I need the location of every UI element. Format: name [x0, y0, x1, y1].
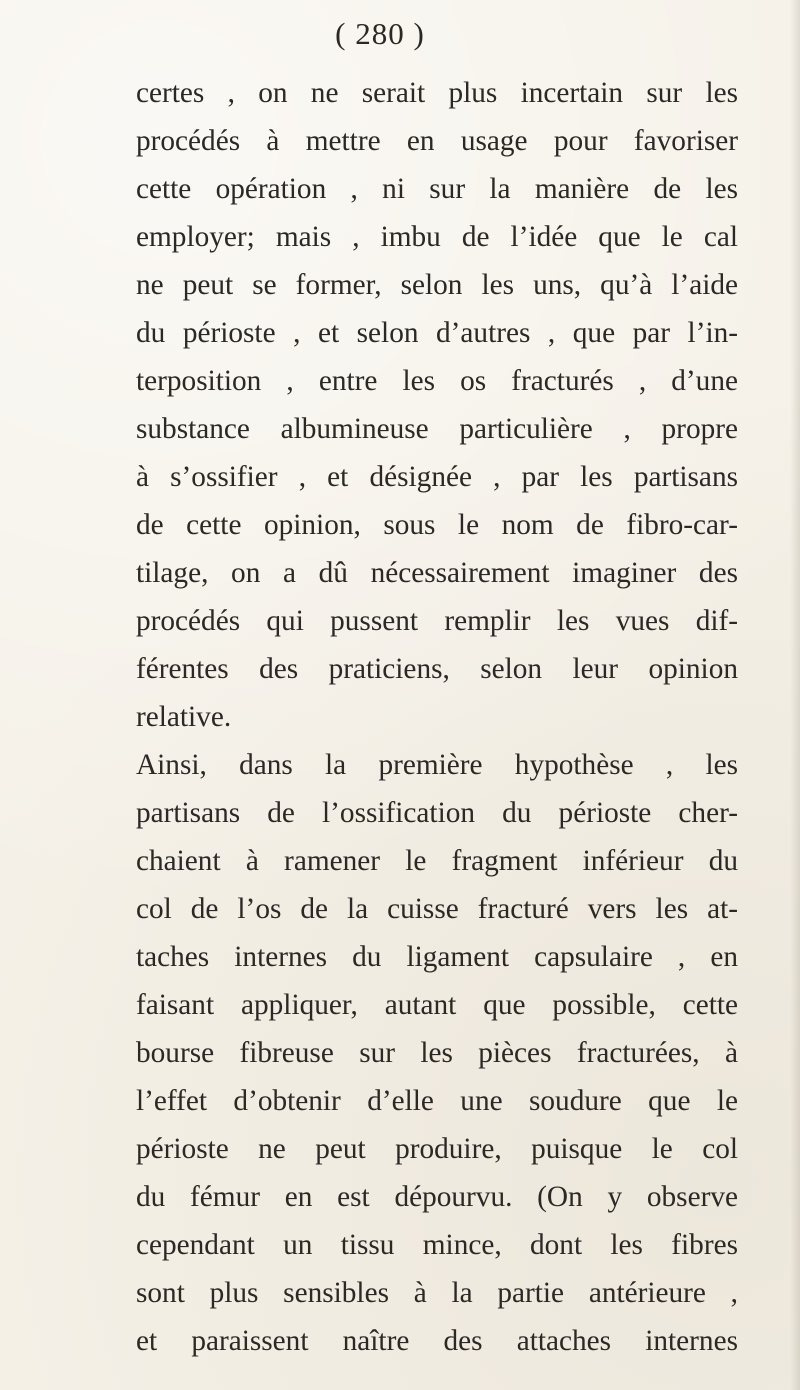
page-edge-shadow: [790, 0, 800, 1390]
text-line: Ainsi, dans la première hypothèse , les: [136, 749, 738, 781]
text-line: sont plus sensibles à la partie antérieure ,: [136, 1277, 738, 1309]
text-line: procédés qui pussent remplir les vues dif-: [136, 605, 738, 637]
text-line: bourse fibreuse sur les pièces fracturées, à: [136, 1037, 738, 1069]
page-number: ( 280 ): [335, 16, 425, 51]
text-line: procédés à mettre en usage pour favoriser: [136, 125, 738, 157]
text-line: tilage, on a dû nécessairement imaginer des: [136, 557, 738, 589]
text-line: substance albumineuse particulière , propre: [136, 413, 738, 445]
text-line: taches internes du ligament capsulaire , en: [136, 941, 738, 973]
text-line: et paraissent naître des attaches internes: [136, 1325, 738, 1357]
text-line: périoste ne peut produire, puisque le col: [136, 1133, 738, 1165]
text-line: faisant appliquer, autant que possible, cette: [136, 989, 738, 1021]
text-line: cette opération , ni sur la manière de les: [136, 173, 738, 205]
text-line: employer; mais , imbu de l’idée que le cal: [136, 221, 738, 253]
text-line: terposition , entre les os fracturés , d’une: [136, 365, 738, 397]
text-line: relative.: [136, 701, 232, 733]
text-line: du périoste , et selon d’autres , que par l’in-: [136, 317, 738, 349]
text-line: l’effet d’obtenir d’elle une soudure que le: [136, 1085, 738, 1117]
text-line: partisans de l’ossification du périoste cher-: [136, 797, 738, 829]
text-line: du fémur en est dépourvu. (On y observe: [136, 1181, 738, 1213]
body-text: [136, 69, 738, 1365]
text-line: col de l’os de la cuisse fracturé vers les at-: [136, 893, 738, 925]
text-line: cependant un tissu mince, dont les fibres: [136, 1229, 738, 1261]
text-line: de cette opinion, sous le nom de fibro-car-: [136, 509, 738, 541]
text-line: certes , on ne serait plus incertain sur les: [136, 77, 738, 109]
text-line: férentes des praticiens, selon leur opinion: [136, 653, 738, 685]
text-line: ne peut se former, selon les uns, qu’à l’aide: [136, 269, 738, 301]
text-line: à s’ossifier , et désignée , par les partisans: [136, 461, 738, 493]
text-line: chaient à ramener le fragment inférieur du: [136, 845, 738, 877]
